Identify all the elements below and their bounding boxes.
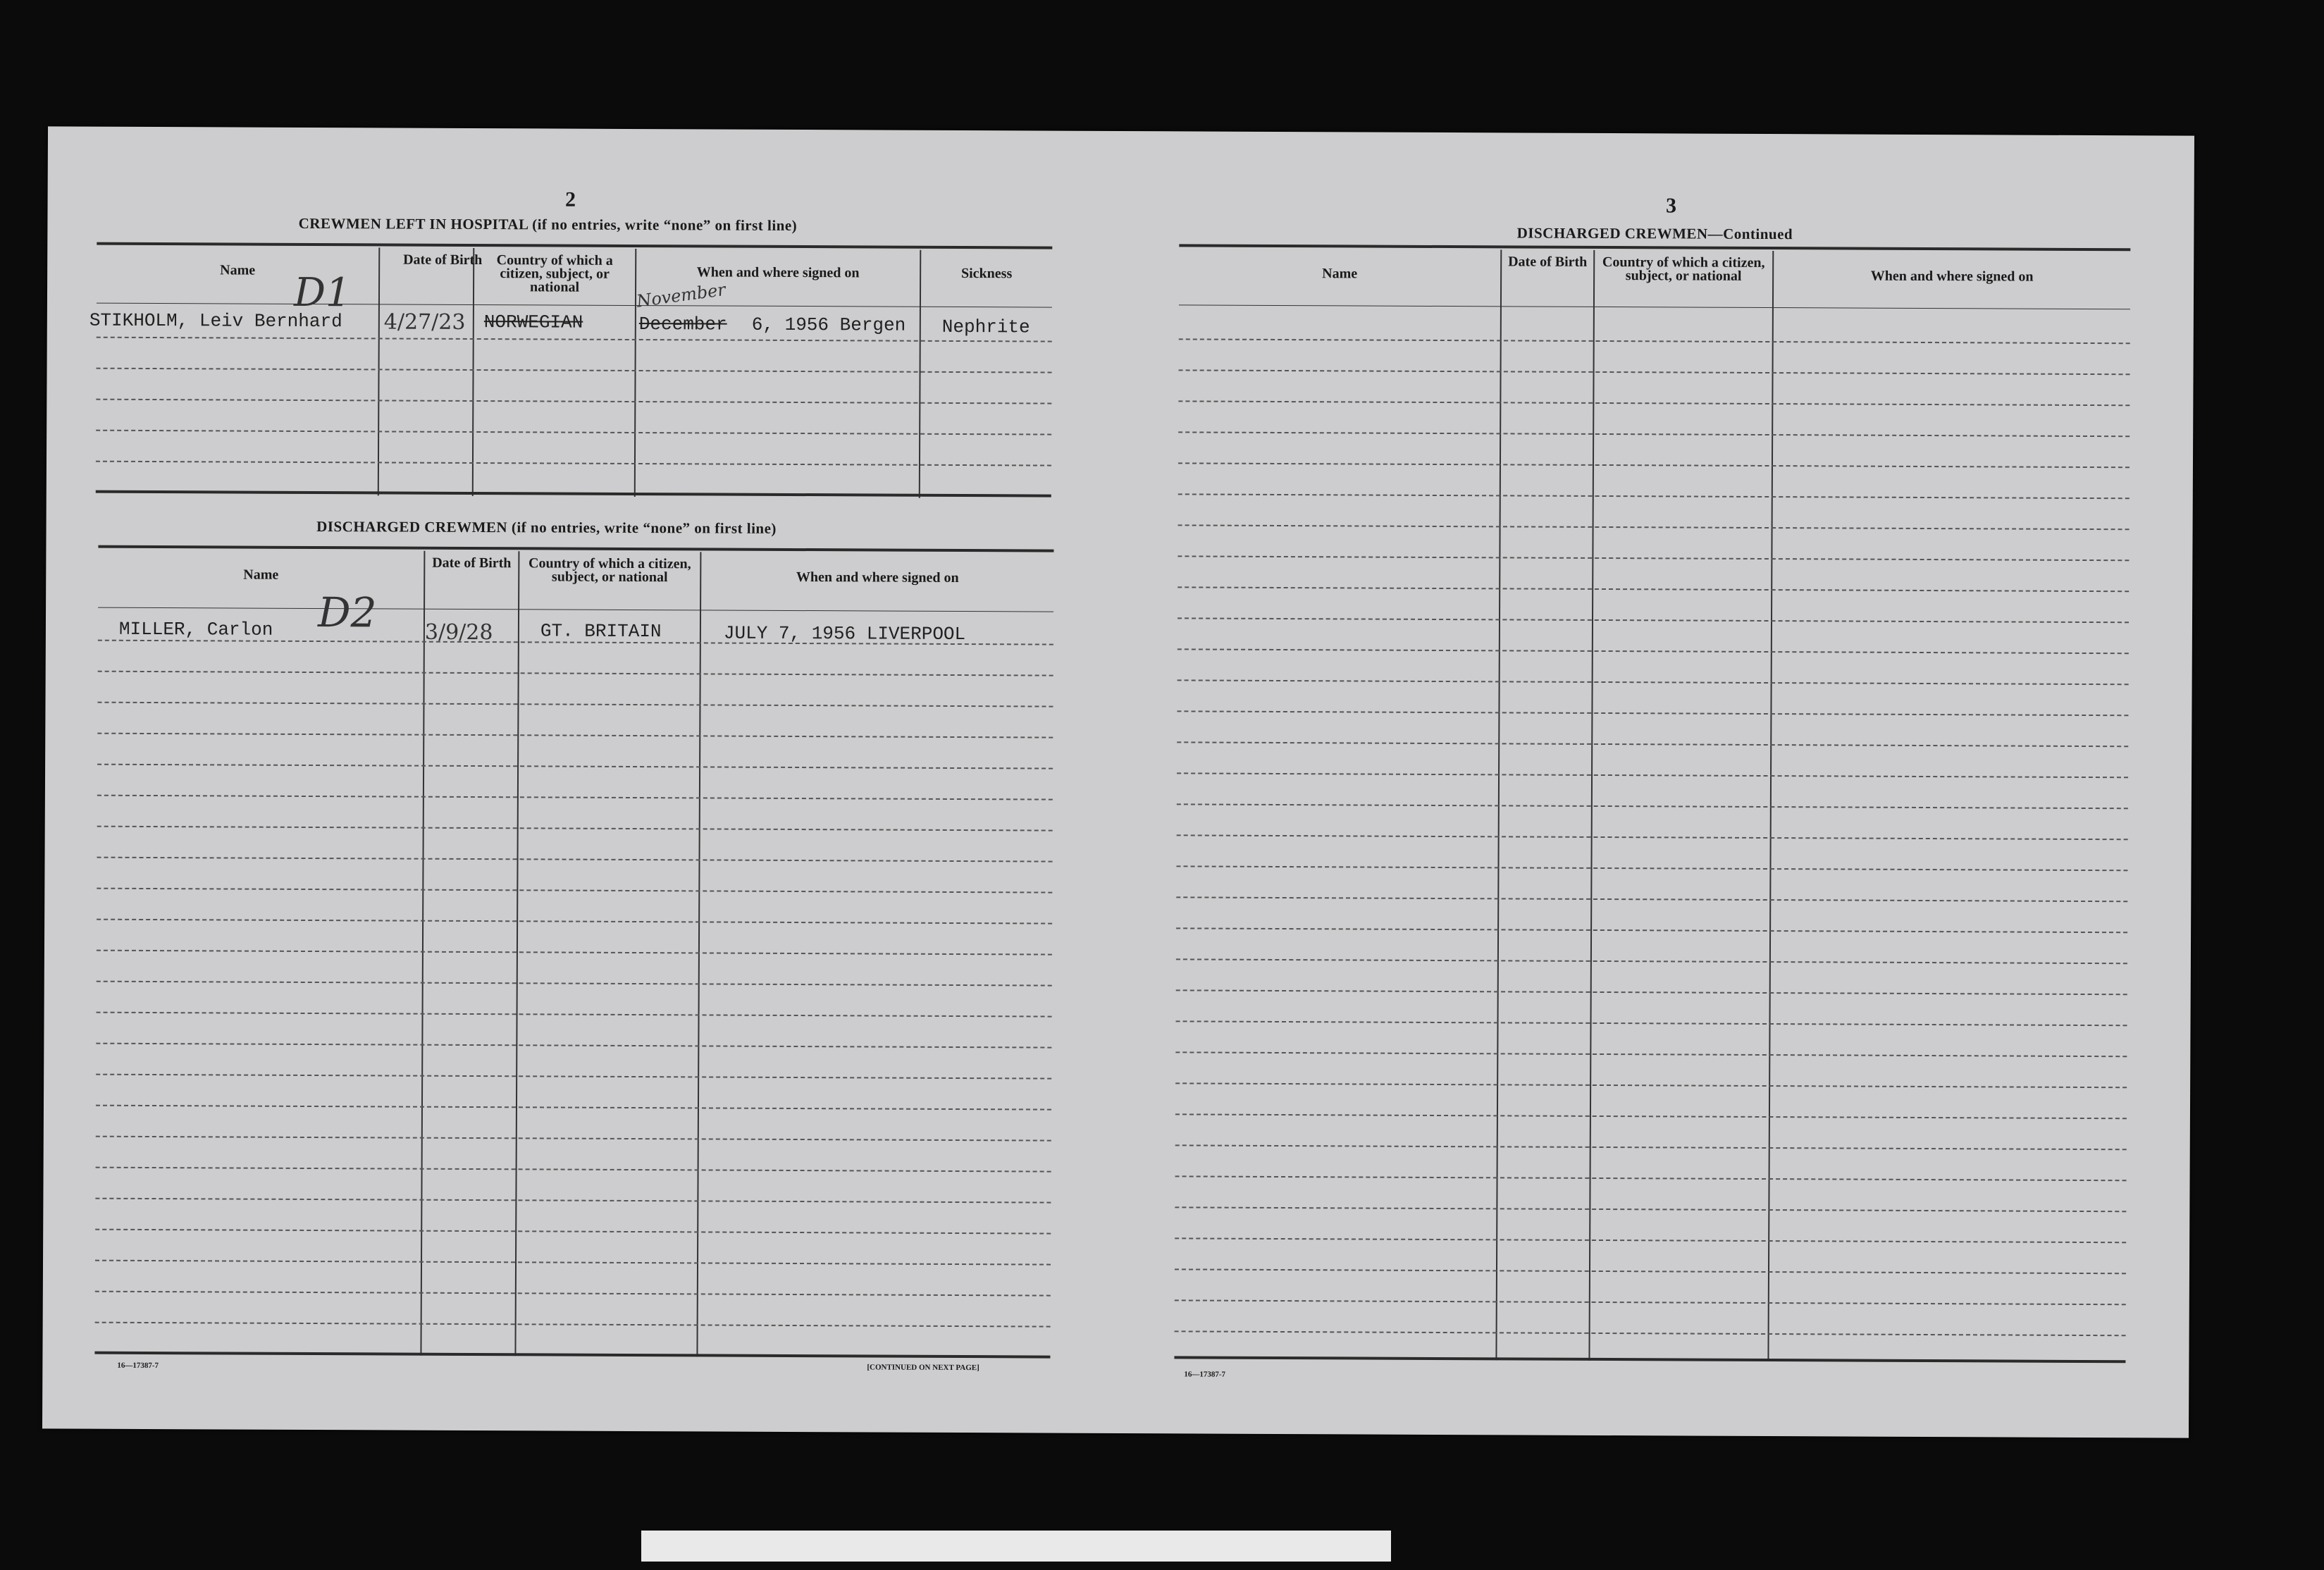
right-heading: DISCHARGED CREWMEN—Continued [1516, 224, 1793, 243]
row-line [97, 337, 1052, 342]
row-line [95, 1322, 1051, 1328]
hospital-row-name: STIKHOLM, Leiv Bernhard [89, 309, 342, 333]
row-line [1177, 834, 2128, 840]
row-line [1178, 431, 2130, 437]
row-line [95, 1198, 1051, 1204]
header-country: Country of which a citizen, subject, or national [1602, 254, 1765, 284]
hospital-row-dob: 4/27/23 [383, 309, 466, 335]
row-line [1177, 710, 2128, 716]
page-number-left: 2 [565, 187, 576, 211]
header-signed-on: When and where signed on [796, 569, 959, 586]
page-number-right: 3 [1666, 194, 1677, 218]
hospital-title: CREWMEN LEFT IN HOSPITAL [298, 214, 529, 233]
row-line [1175, 1268, 2126, 1274]
hospital-bottom-rule [96, 490, 1051, 497]
header-name: Name [1322, 266, 1358, 282]
discharged-row-dob: 3/9/28 [424, 619, 493, 645]
header-signed-on: When and where signed on [1870, 268, 2034, 285]
row-line [1178, 679, 2129, 685]
row-line [96, 430, 1051, 435]
row-line [1175, 1330, 2126, 1336]
row-line [1178, 648, 2129, 654]
discharged-bottom-rule [94, 1352, 1050, 1359]
row-line [1177, 772, 2128, 778]
row-line [1176, 958, 2127, 964]
row-line [1175, 1051, 2127, 1057]
row-line [1178, 462, 2130, 468]
film-label-strip [641, 1531, 1391, 1562]
row-line [96, 399, 1051, 404]
row-line [97, 795, 1053, 801]
row-line [97, 919, 1052, 925]
row-line [97, 857, 1053, 863]
hospital-row-sickness: Nephrite [941, 316, 1030, 338]
row-line [1178, 524, 2130, 530]
row-line [1175, 1082, 2127, 1088]
row-line [1175, 1206, 2126, 1212]
column-divider [378, 247, 381, 495]
row-line [96, 1136, 1051, 1142]
row-line [97, 764, 1053, 769]
row-line [1176, 896, 2127, 902]
header-dob: Date of Birth [403, 252, 483, 268]
row-line [97, 1012, 1052, 1018]
row-line [1176, 1020, 2127, 1026]
row-line [1176, 927, 2127, 933]
row-line [95, 1260, 1051, 1266]
left-page [42, 126, 1077, 1433]
row-line [96, 1074, 1051, 1080]
header-country: Country of which a citizen, subject, or national [496, 252, 613, 295]
header-signed-on: When and where signed on [696, 264, 860, 281]
row-line [95, 1229, 1051, 1235]
right-page [1113, 131, 2194, 1438]
right-bottom-rule [1174, 1356, 2125, 1363]
row-line [1177, 803, 2128, 809]
row-line [96, 1043, 1051, 1049]
row-line [1176, 865, 2127, 871]
hospital-row-signed-struck: December [638, 314, 727, 335]
row-line [97, 733, 1053, 738]
header-underline [98, 607, 1053, 612]
header-sickness: Sickness [960, 266, 1013, 282]
header-underline [97, 303, 1052, 308]
discharged-heading [131, 517, 963, 538]
row-line [1176, 989, 2127, 995]
row-line [1178, 493, 2130, 499]
form-number-left: 16—17387-7 [117, 1361, 159, 1371]
discharged-table [94, 550, 1053, 1359]
discharged-row-name: MILLER, Carlon [118, 618, 273, 641]
hospital-row-country: NORWEGIAN [483, 311, 583, 333]
header-dob: Date of Birth [1508, 254, 1588, 270]
row-line [95, 1291, 1051, 1297]
hospital-heading [132, 214, 963, 235]
continued-note: [CONTINUED ON NEXT PAGE] [867, 1363, 979, 1373]
manifest-sheet [42, 126, 2194, 1438]
row-line [96, 461, 1051, 466]
row-line [97, 950, 1052, 956]
hospital-title-note: (if no entries, write “none” on first line) [532, 216, 798, 235]
row-line [97, 702, 1053, 707]
row-line [1179, 369, 2130, 375]
hospital-row-signed-rest: 6, 1956 Bergen [751, 314, 906, 336]
header-name: Name [220, 262, 256, 278]
discharged-row-signed: JULY 7, 1956 LIVERPOOL [723, 622, 966, 645]
row-line [97, 826, 1053, 832]
row-line [1175, 1175, 2127, 1181]
row-line [1177, 741, 2128, 747]
header-dob: Date of Birth [432, 555, 512, 571]
row-line [96, 1105, 1051, 1111]
column-divider [919, 250, 922, 498]
row-line [97, 888, 1052, 894]
row-line [1175, 1237, 2126, 1243]
form-number-right: 16—17387-7 [1184, 1370, 1226, 1379]
row-line [1178, 617, 2129, 623]
header-name: Name [243, 567, 279, 583]
discharged-row-mark: D2 [317, 588, 377, 637]
discharged-row-country: GT. BRITAIN [540, 620, 662, 643]
discharged-title: DISCHARGED CREWMEN [316, 518, 508, 536]
header-country: Country of which a citizen, subject, or national [529, 555, 691, 586]
hospital-row-signed-hand: November [635, 279, 727, 311]
row-line [1178, 555, 2129, 561]
hospital-table [96, 247, 1053, 499]
row-line [1175, 1113, 2127, 1119]
row-line [1175, 1299, 2126, 1305]
header-underline [1179, 304, 2130, 309]
discharged-continued-table [1174, 248, 2130, 1363]
row-line [98, 671, 1053, 676]
row-line [97, 981, 1052, 987]
row-line [1175, 1144, 2127, 1150]
row-line [1179, 338, 2130, 344]
row-line [96, 1167, 1051, 1173]
row-line [1178, 586, 2129, 592]
discharged-title-note: (if no entries, write “none” on first line) [511, 519, 777, 537]
row-line [97, 368, 1052, 373]
hospital-row-mark: D1 [293, 269, 351, 316]
row-line [1178, 400, 2130, 406]
